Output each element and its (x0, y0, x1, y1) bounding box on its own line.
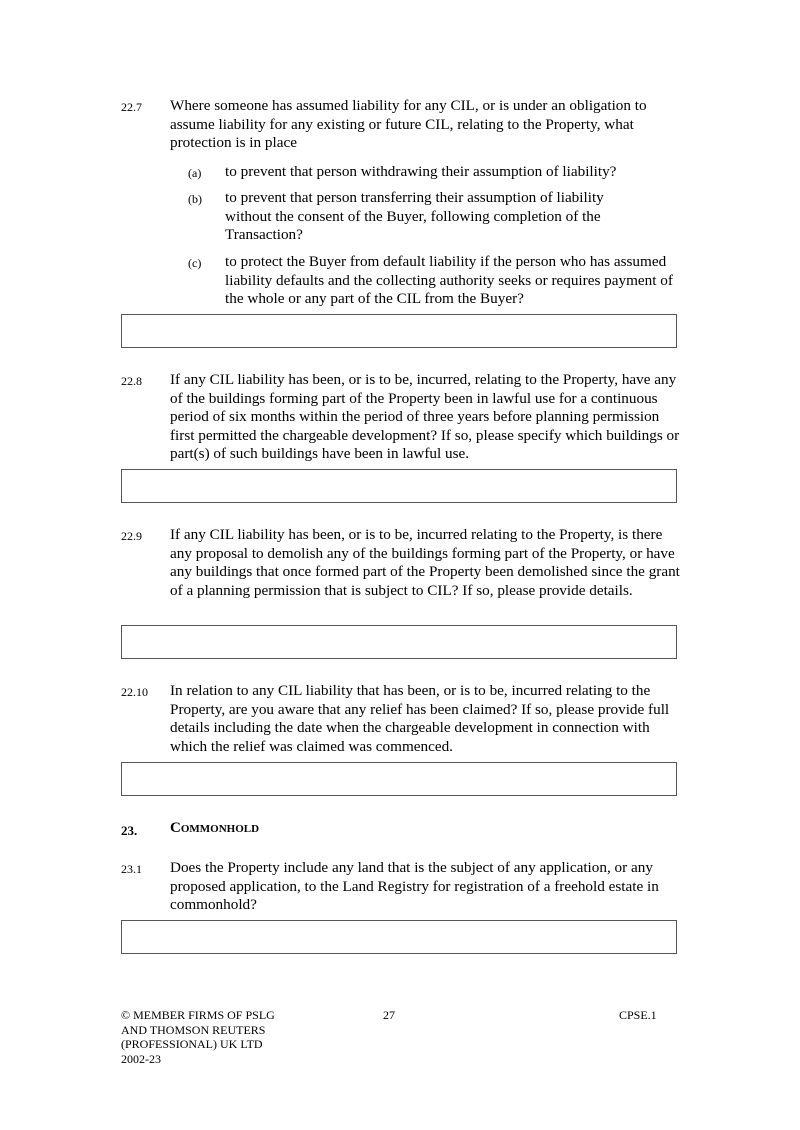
question-number: 22.9 (121, 529, 142, 543)
footer-line: AND THOMSON REUTERS (121, 1022, 266, 1037)
sub-item-label: (c) (188, 256, 202, 270)
section-number: 23. (121, 823, 138, 838)
sub-item-text: to prevent that person transferring their assumption of liability without the consent of the Buyer, following completion of the Transaction? (225, 189, 604, 243)
answer-box-22-9[interactable] (121, 625, 677, 659)
sub-item-label: (a) (188, 166, 202, 180)
page-number: 27 (383, 1008, 395, 1022)
question-number: 23.1 (121, 862, 142, 876)
question-text: In relation to any CIL liability that has been, or is to be, incurred relating to the Property, are you aware that any relief has been claimed? If so, please provide full details including the date when the chargeable development in connection with which the relief was claimed was commenced. (170, 682, 670, 755)
answer-box-22-10[interactable] (121, 762, 677, 796)
answer-box-22-7[interactable] (121, 314, 677, 348)
answer-box-23-1[interactable] (121, 920, 677, 954)
question-text: Where someone has assumed liability for any CIL, or is under an obligation to assume liability for any existing or future CIL, relating to the Property, what protection is in place (170, 97, 647, 151)
question-number: 22.7 (121, 100, 142, 114)
section-title: Commonhold (170, 820, 260, 836)
sub-item-text: to protect the Buyer from default liability if the person who has assumed liability defaults and the collecting authority seeks or requires payment of the whole or any part of the CIL from the Buyer? (225, 253, 673, 307)
question-number: 22.8 (121, 374, 142, 388)
form-code: CPSE.1 (619, 1008, 657, 1022)
question-text: If any CIL liability has been, or is to be, incurred, relating to the Property, have any of the buildings forming part of the Property been in lawful use for a continuous period of six months within the period of three years before planning permission first permitted the chargeable development? If so, please specify which buildings or part(s) of such buildings have been in lawful use. (170, 371, 680, 462)
footer-copyright (121, 1008, 321, 1066)
question-text: Does the Property include any land that is the subject of any application, or any proposed application, to the Land Registry for registration of a freehold estate in commonhold? (170, 859, 659, 913)
footer-line: (PROFESSIONAL) UK LTD (121, 1037, 263, 1051)
sub-item-label: (b) (188, 192, 202, 206)
footer-line: 2002-23 (121, 1051, 161, 1066)
sub-item-text: to prevent that person withdrawing their assumption of liability? (225, 163, 617, 180)
answer-box-22-8[interactable] (121, 469, 677, 503)
question-text: If any CIL liability has been, or is to be, incurred relating to the Property, is there any proposal to demolish any of the buildings forming part of the Property, or have any buildings that once formed part of the Property been demolished since the grant of a planning permission that is subject to CIL? If so, please provide details. (170, 526, 680, 599)
footer-line: © MEMBER FIRMS OF PSLG (121, 1008, 275, 1022)
question-number: 22.10 (121, 685, 148, 699)
